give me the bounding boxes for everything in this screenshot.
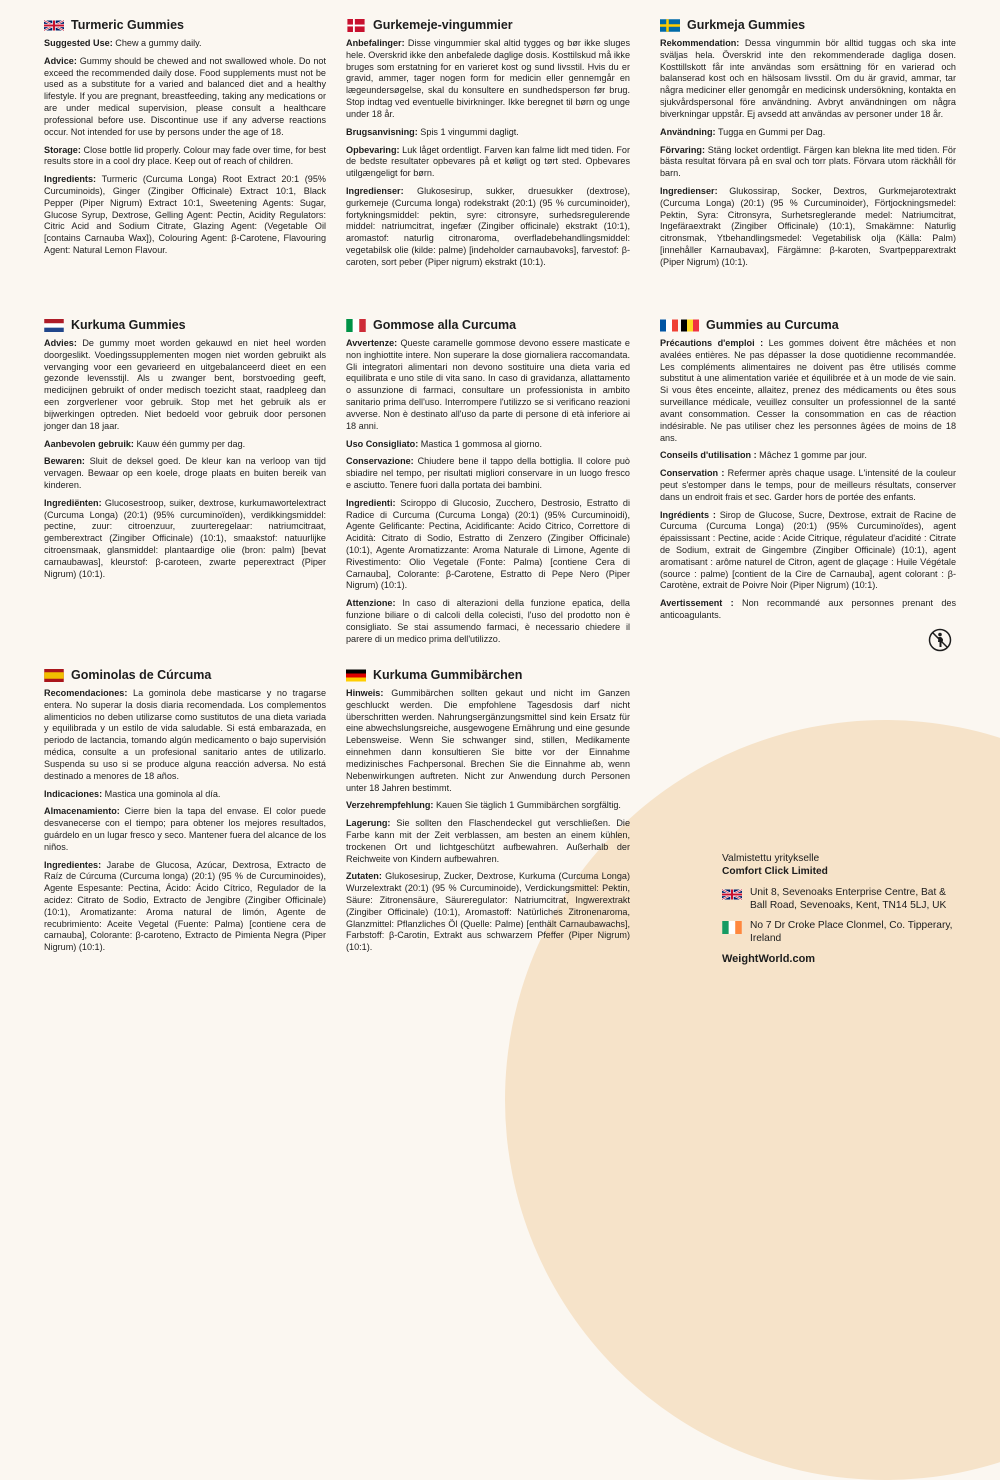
section-title: Kurkuma Gummies [44,318,326,332]
section-english [44,18,326,263]
section-swedish [660,18,956,275]
france-flag-icon [660,319,678,332]
section-title: Gummies au Curcuma [660,318,956,332]
usage: Conseils d'utilisation : Mâchez 1 gomme par jour. [660,450,867,461]
germany-flag-icon [346,669,366,682]
suggested-use: Aanbevolen gebruik: Kauw één gummy per dag. [44,438,246,449]
uk-address: Unit 8, Sevenoaks Enterprise Centre, Bat & Ball Road, Sevenoaks, Kent, TN14 5LJ, UK [750,886,947,911]
storage: Lagerung: Sie sollten den Flaschendeckel gut verschließen. Die Farbe kann mit der Zeit verblassen, am besten an einem kühlen, trockenen Ort und lichtgeschützt aufbewahren. Außerhalb der Reichweite von Kindern aufbewahren. [346,818,630,864]
suggested-use: Suggested Use: Chew a gummy daily. [44,38,202,48]
section-title: Turmeric Gummies [44,18,326,32]
belgium-flag-icon [681,319,699,332]
storage: Förvaring: Stäng locket ordentligt. Färgen kan blekna lite med tiden. För bästa resultat förvara på en sval och torr plats. Förvara utom räckhåll för barn. [660,144,956,179]
recommendations: Recomendaciones: La gominola debe masticarse y no tragarse entera. No superar la dosis diaria recomendada. Los complementos alimenticios no deben utilizarse como sustitutos de una dieta variada y equilibrada y un estilo de vida saludable. Si está embarazada, en periodo de lactancia, tomando algún medicamento o bajo supervisión médica, consulte a un profesional sanitario antes de utilizarlo. Suspenda su uso si se produce alguna reacción adversa. No está destinado a menores de 18 años. [44,688,326,781]
company-info [722,852,962,966]
denmark-flag-icon [346,19,366,32]
ingredients: Ingredienser: Glukosesirup, sukker, druesukker (dextrose), gurkemeje (Curcuma longa) rodekstrakt (20:1) (95 % curcuminoider), fortykningsmiddel: pektin, syre: citronsyre, surhedsregulerende middel: natriumcitrat, ingefær (Zingiber officinale) ekstrakt (10:1), aromastof: naturlig citronaroma, overfladebehandlingsmiddel: vegetabilsk olie (kilde: palme) [indeholder carnaubavoks], farvestof: β-caroten, sort peber (Piper nigrum) ekstrakt (10:1). [346,185,630,267]
suggested-use: Verzehrempfehlung: Kauen Sie täglich 1 Gummibärchen sorgfältig. [346,800,621,811]
advice: Advice: Gummy should be chewed and not swallowed whole. Do not exceed the recommended daily dose. Food supplements must not be used as a substitute for a varied and balanced diet and a healthy lifestyle. If you are pregnant, breastfeeding, taking any medications or are under medical supervision, please consult a healthcare professional before use. Discontinue use if any adverse reactions occur. Not intended for use by persons under the age of 18. [44,55,326,137]
warnings: Avvertenze: Queste caramelle gommose devono essere masticate e non inghiottite intere. Non superare la dose giornaliera raccomandata. Gli integratori alimentari non devono sostituire una dieta varia ed equilibrata e uno stile di vita sano. In caso di gravidanza, allattamento o assunzione di farmaci, consultare un professionista in ambito sanitario prima dell'uso. Interrompere l'utilizzo se si verificano reazioni avverse. Non è destinato all'uso da parte di persone di età inferiore ai 18 anni. [346,338,630,431]
advice: Hinweis: Gummibärchen sollten gekaut und nicht im Ganzen geschluckt werden. Die empfohlene Tagesdosis darf nicht überschritten werden. Nahrungsergänzungsmittel sind kein Ersatz für eine abwechslungsreiche, ausgewogene Ernährung und eine gesunde Lebensweise. Wenn Sie schwanger sind, stillen, Medikamente einnehmen dann konsultieren Sie bitte vor der Einnahme medizinisches Fachpersonal. Brechen Sie die Einnahme ab, wenn Nebenwirkungen auftreten. Nicht zur Anwendung durch Personen unter 18 Jahren bestimmt. [346,688,630,793]
ingredients: Ingrediënten: Glucosestroop, suiker, dextrose, kurkumawortelextract (Curcuma Longa) (20:1) (95% curcuminoïden), verdikkingsmiddel: pectine, zuur: citroenzuur, zuurteregelaar: natriumcitraat, gemberextract (Zingiber Officinale) (10:1), smaakstof: natuurlijke citroensmaak, glansmiddel: plantaardige olie (bron: palm) [bevat carnaubawas], kleurstof: β-caroteen, zwarte peperextract (Piper Nigrum) (10:1). [44,497,326,579]
pregnancy-warning-icon [928,628,952,652]
uk-flag-icon [44,19,64,32]
company-name: Comfort Click Limited [722,866,828,878]
caution: Attenzione: In caso di alterazioni della funzione epatica, della funzione biliare o di calcoli della colecisti, l'uso del prodotto non è consigliato. Se stai assumendo farmaci, è necessario chiedere il parere di un medico prima dell'utilizzo. [346,598,630,644]
uk-address-row [722,886,962,913]
section-german [346,668,630,960]
ingredients: Ingrédients : Sirop de Glucose, Sucre, Dextrose, extrait de Racine de Curcuma (Curcuma Longa) (20:1) (95% Curcuminoïdes), agent épaississant : Pectine, acide : Acide Citrique, régulateur d'acidité : Citrate de Sodium, extrait de Gingembre (Zingiber Officinale) (10:1), agent aromatisant : arôme naturel de Citron, agent de glaçage : Huile Végétale (source : palme) [contient de la Cire de Carnauba], agent colorant : β-Carotène, extrait de Poivre Noir (Piper Nigrum) (10:1). [660,509,956,591]
ingredients: Ingredienti: Sciroppo di Glucosio, Zucchero, Destrosio, Estratto di Radice di Curcuma (Curcuma Longa) (20:1) (95% Curcuminoidi), Agente Gelificante: Pectina, Acidificante: Acido Citrico, Correttore di Acidità: Citrato di Sodio, Estratto di Zenzero (Zingiber Officinale) (10:1), Agente Aromatizzante: Aroma Naturale di Limone, Agente di Rivestimento: Olio Vegetale (Fonte: Palma) [contiene Cera di Carnauba], Colorante: β-Carotene, Estratto di Pepe Nero (Piper Nigrum) (10:1). [346,497,630,591]
section-dutch [44,318,326,586]
storage: Opbevaring: Luk låget ordentligt. Farven kan falme lidt med tiden. For de bedste resultater opbevares på et køligt og tørt sted. Opbevares utilgængeligt for børn. [346,144,630,179]
spain-flag-icon [44,669,64,682]
ingredients: Ingredients: Turmeric (Curcuma Longa) Root Extract 20:1 (95% Curcuminoids), Ginger (Zingiber Officinale) Extract 10:1, Black Pepper (Piper Nigrum) Extract 10:1, Sweetening Agents: Sugar, Glucose Syrup, Dextrose, Gelling Agent: Pectin, Acidity Regulators: Citric Acid and Sodium Citrate, Glazing Agent: (Vegetable Oil [contains Carnauba Wax]), Colouring Agent: β-Carotene, Flavouring Agent: Natural Lemon Flavour. [44,174,326,255]
made-for-label: Valmistettu yritykselle [722,853,820,864]
section-danish [346,18,630,275]
storage: Storage: Close bottle lid properly. Colour may fade over time, for best results store in a cool dry place. Keep out of reach of children. [44,144,326,167]
storage: Conservazione: Chiudere bene il tappo della bottiglia. Il colore può sbiadire nel tempo, per risultati migliori conservare in un luogo fresco e asciutto. Tenere fuori dalla portata dei bambini. [346,456,630,490]
storage: Conservation : Refermer après chaque usage. L'intensité de la couleur peut s'estomper dans le temps, pour de meilleurs résultats, conserver dans un endroit frais et sec. Garder hors de portée des enfants. [660,468,956,502]
section-title: Gominolas de Cúrcuma [44,668,326,682]
italy-flag-icon [346,319,366,332]
section-title: Gommose alla Curcuma [346,318,630,332]
storage: Almacenamiento: Cierre bien la tapa del envase. El color puede desvanecerse con el tiempo; para obtener los mejores resultados, guárdelo en un lugar fresco y seco. Mantener fuera del alcance de los niños. [44,806,326,852]
section-title: Kurkuma Gummibärchen [346,668,630,682]
brand-website: WeightWorld.com [722,952,816,965]
advice: Advies: De gummy moet worden gekauwd en niet heel worden doorgeslikt. Voedingssupplementen mogen niet worden gebruikt als vervanging voor een gevarieerd en uitgebalanceerd dieet en een gezonde levensstijl. Als u zwanger bent, borstvoeding geeft, medicijnen gebruikt of onder medisch toezicht staat, raadpleeg dan een zorgverlener voor gebruik. Stop met het gebruik als er bijwerkingen optreden. Niet bedoeld voor gebruik door personen jonger dan 18 jaar. [44,338,326,431]
ingredients: Ingredientes: Jarabe de Glucosa, Azúcar, Dextrosa, Extracto de Raíz de Cúrcuma (Curcuma longa) (20:1) (95 % de Curcuminoides), Agente Espesante: Pectina, Ácido: Ácido Cítrico, Regulador de la acidez: Citrato de Sodio, Extracto de Jengibre (Zingiber Officinale) (10:1), Aromatizante: Aroma natural de limón, Agente de recubrimiento: Aceite Vegetal (Fuente: Palma) [contiene cera de carnauba], Colorante: β-caroteno, Extracto de Pimienta Negra (Piper Nigrum) (10:1). [44,859,326,953]
usage: Indicaciones: Mastica una gominola al día. [44,788,221,799]
warning: Avertissement : Non recommandé aux personnes prenant des anticoagulants. [660,598,956,621]
ireland-flag-icon [722,921,742,934]
ingredients: Zutaten: Glukosesirup, Zucker, Dextrose, Kurkuma (Curcuma Longa) Wurzelextrakt (20:1) (95 % Curcuminoide), Verdickungsmittel: Pektin, Säure: Zitronensäure, Säureregulator: Natriumcitrat, Ingwerextrakt (Zingiber Officinale) (10:1), Aromastoff: Natürliches Zitronenaroma, Glanzmittel: Pflanzliches Öl (Quelle: Palme) [enthält Carnaubawachs], Farbstoff: β-Carotin, Extrakt aus schwarzem Pfeffer (Piper Nigrum) (10:1). [346,871,630,953]
recommendations: Anbefalinger: Disse vingummier skal altid tygges og bør ikke sluges hele. Overskrid ikke den anbefalede daglige dosis. Kosttilskud må ikke bruges som erstatning for en varieret kost og sund livsstil. Hvis du er gravid, ammer, tager nogen form for medicin eller gennemgår en lægeundersøgelse, skal du konsultere en sundhedsperson før brug. Stop indtag ved eventuelle bivirkninger. Ikke beregnet til børn og unge under 18 år. [346,38,630,119]
ie-address-row [722,919,962,946]
section-french [660,318,956,628]
section-italian [346,318,630,652]
usage: Användning: Tugga en Gummi per Dag. [660,126,826,137]
suggested-use: Uso Consigliato: Masticа 1 gommosa al giorno. [346,438,543,449]
usage: Brugsanvisning: Spis 1 vingummi dagligt. [346,126,519,137]
section-spanish [44,668,326,960]
storage: Bewaren: Sluit de deksel goed. De kleur kan na verloop van tijd vervagen. Bewaar op een koele, droge plaats en buiten bereik van kinderen. [44,456,326,490]
uk-flag-icon [722,888,742,901]
recommendation: Rekommendation: Dessa vingummin bör alltid tuggas och ska inte sväljas hela. Överskrid inte den rekommenderade dagliga dosen. Kosttillskott får inte användas som ersättning för en varierad och balanserad kost och en hälsosam livsstil. Om du är gravid, ammar, tar några mediciner eller genomgår en medicinsk undersökning, kontakta en sjukvårdspersonal före användning. Avbryt användningen om några biverkningar uppstår. Ej avsedd att användas av personer under 18 år. [660,38,956,119]
ingredients: Ingredienser: Glukossirap, Socker, Dextros, Gurkmejarotextrakt (Curcuma Longa) (20:1) (95 % Curcuminoider), Förtjockningsmedel: Pektin, Syra: Citronsyra, Surhetsreglerande medel: Natriumcitrat, Ingefäraextrakt (Zingiber Officinale) (10:1), Smakämne: Naturlig citronsmak, Ytbehandlingsmedel: Vegetabilisk olja (Källa: Palm) [innehåller Karnaubavax], Färgämne: β-karoten, Svartpepparextrakt (Piper Nigrum) (10:1). [660,185,956,267]
precautions: Précautions d'emploi : Les gommes doivent être mâchées et non avalées entières. Ne pas dépasser la dose quotidienne recommandée. Les compléments alimentaires ne doivent pas être utilisés comme substitut à une alimentation variée et équilibrée et à un mode de vie sain. Si vous êtes enceinte, allaitez, prenez des médicaments ou êtes sous surveillance médicale, veuillez consulter un professionnel de la santé avant consommation. Cesser la consommation en cas de réaction indésirable. Ne pas utiliser chez les personnes âgées de moins de 18 ans. [660,338,956,443]
ie-address: No 7 Dr Croke Place Clonmel, Co. Tipperary, Ireland [750,920,953,945]
section-title: Gurkemeje-vingummier [346,18,630,32]
section-title: Gurkmeja Gummies [660,18,956,32]
netherlands-flag-icon [44,319,64,332]
sweden-flag-icon [660,19,680,32]
